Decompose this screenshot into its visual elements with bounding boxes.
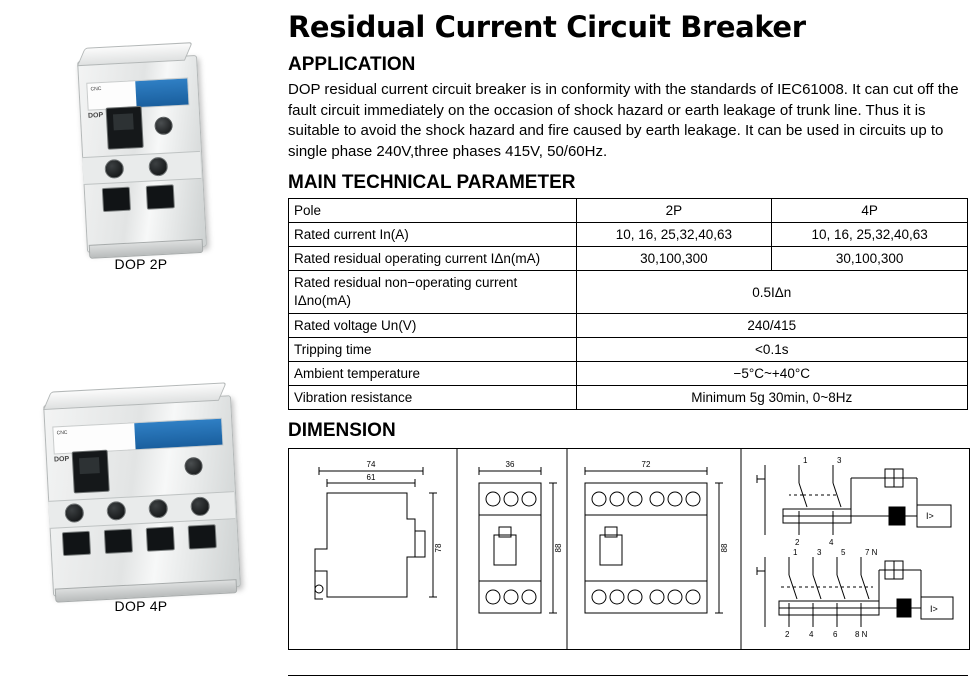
product-photo-4p [0,400,282,614]
svg-text:7 N: 7 N [865,548,878,557]
technical-parameters-table [288,198,968,410]
param-name: Pole [289,199,577,223]
breaker-terminal-slot [146,184,175,209]
photo-caption-4p: DOP 4P [114,598,168,614]
svg-text:I>: I> [926,511,934,521]
param-value-common: <0.1s [576,338,968,362]
breaker-brand-text: CNC [90,85,102,93]
param-value-2p: 2P [576,199,772,223]
svg-text:88: 88 [720,543,729,553]
breaker-terminal-slot [104,529,133,554]
param-value-4p: 4P [772,199,968,223]
svg-text:88: 88 [554,543,563,553]
param-name: Vibration resistance [289,386,577,410]
breaker-label-blue-band [135,78,188,107]
breaker-toggle-window [72,450,110,494]
param-name: Rated voltage Un(V) [289,314,577,338]
breaker-model-mark: DOP [87,111,104,120]
svg-text:6: 6 [833,630,838,639]
table-row [289,338,968,362]
svg-text:3: 3 [837,456,842,465]
breaker-terminal-slot [102,187,131,212]
page-title: Residual Current Circuit Breaker [288,10,806,44]
svg-text:74: 74 [366,460,376,469]
product-images-column [0,0,282,683]
breaker-brand-text: CNC [56,429,68,437]
param-name: Ambient temperature [289,362,577,386]
svg-text:8 N: 8 N [855,630,868,639]
product-photo-2p [0,58,282,272]
param-value-common: 240/415 [576,314,968,338]
param-value-2p: 30,100,300 [576,247,772,271]
svg-text:5: 5 [841,548,846,557]
svg-text:1: 1 [803,456,808,465]
breaker-illustration-4p [43,395,239,594]
param-name: Rated residual operating current IΔn(mA) [289,247,577,271]
table-row [289,314,968,338]
svg-text:1: 1 [793,548,798,557]
breaker-terminal-slot [62,531,91,556]
param-value-common: 0.5IΔn [576,271,968,314]
breaker-terminal-slot [188,524,217,549]
parameters-heading: MAIN TECHNICAL PARAMETER [288,172,576,193]
param-value-2p: 10, 16, 25,32,40,63 [576,223,772,247]
dimension-drawings-panel [288,448,970,650]
param-value-common: Minimum 5g 30min, 0~8Hz [576,386,968,410]
svg-text:61: 61 [366,473,376,482]
svg-text:78: 78 [434,543,443,553]
svg-text:4: 4 [829,538,834,547]
dimension-heading: DIMENSION [288,420,396,441]
param-name: Tripping time [289,338,577,362]
breaker-terminal-slot [146,526,175,551]
breaker-label-blue-band [134,419,223,450]
table-row [289,223,968,247]
application-paragraph: DOP residual current circuit breaker is in conformity with the standards of IEC61008. It can cut off the fault circuit immediately on the occasion of shock hazard or earth leakage of trunk line. Thus it is suitable to avoid the shock hazard and fire caused by earth leakage. It can be used in circuits up to single phase 240V,three phases 415V, 50/60Hz. [288,81,959,160]
svg-text:4: 4 [809,630,814,639]
param-name: Rated current In(A) [289,223,577,247]
table-row [289,247,968,271]
table-row [289,199,968,223]
param-name: Rated residual non−operating current IΔno(mA) [289,271,577,314]
table-row [289,362,968,386]
dimension-svg [289,449,969,649]
table-row [289,271,968,314]
table-row [289,386,968,410]
svg-text:2: 2 [785,630,790,639]
svg-text:2: 2 [795,538,800,547]
svg-text:72: 72 [641,460,651,469]
svg-text:I>: I> [930,604,938,614]
param-value-4p: 10, 16, 25,32,40,63 [772,223,968,247]
breaker-toggle-window [106,106,144,150]
photo-caption-2p: DOP 2P [114,256,168,272]
svg-text:3: 3 [817,548,822,557]
content-column [288,0,980,683]
param-value-common: −5°C~+40°C [576,362,968,386]
svg-text:36: 36 [505,460,515,469]
footer-rule [288,675,968,676]
breaker-illustration-2p [77,55,205,251]
application-heading: APPLICATION [288,54,416,75]
breaker-model-mark: DOP [53,455,70,464]
param-value-4p: 30,100,300 [772,247,968,271]
